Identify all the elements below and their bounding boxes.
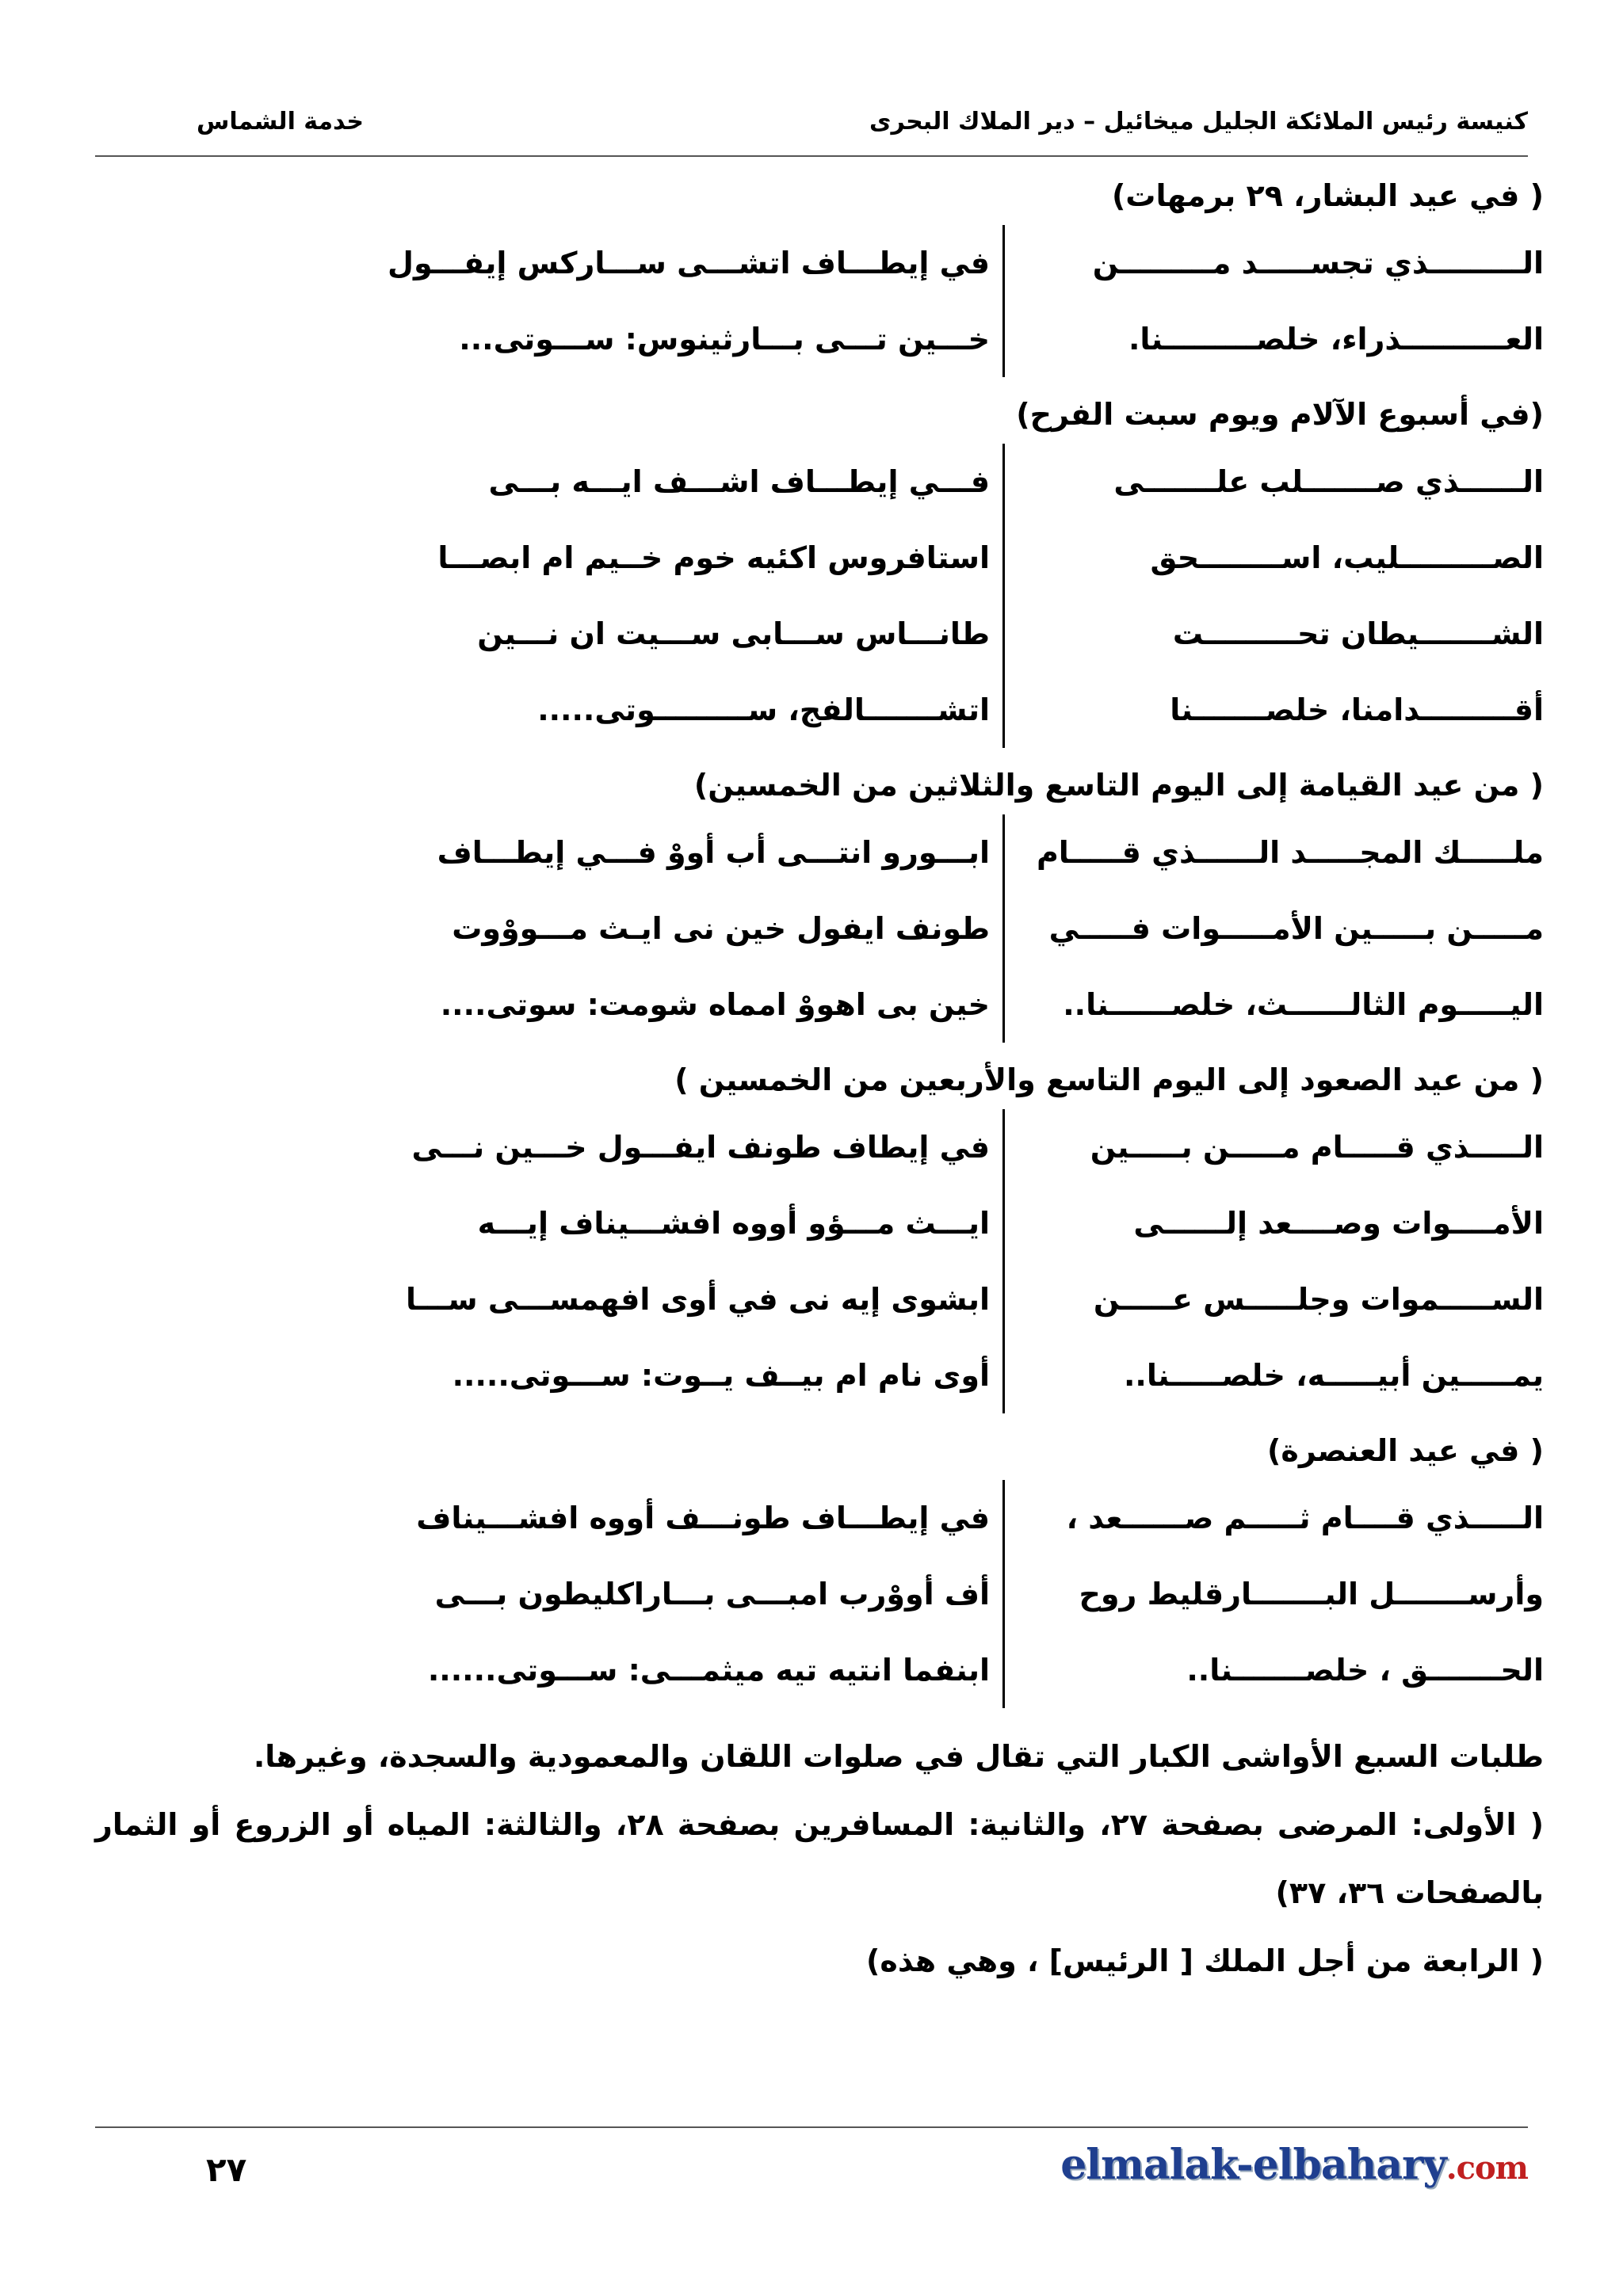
logo-main-text: elmalak-elbahary [1060, 2141, 1446, 2189]
verse-right: وأرســـــــل البـــــــارقليط روح [1079, 1577, 1544, 1611]
section-title: ( من عيد القيامة إلى اليوم التاسع والثلاثين من الخمسين) [693, 768, 1544, 803]
verse-right: الصـــــــــليب، اســــــــحق [1150, 540, 1544, 575]
verse-left: أف أووْرب امبـــى بـــاراكليطون بـــى [434, 1577, 990, 1611]
section-title: ( من عيد الصعود إلى اليوم التاسع والأربعين من الخمسين ) [674, 1062, 1544, 1097]
verse-left: ايـــث مـــؤو أووه افشـــيناف إيـــه [477, 1206, 990, 1241]
verse-left: خـــين تـــى بـــارثينوس: ســـوتى... [459, 322, 990, 357]
verse-left: في إيطاف طونف ايفـــول خـــين نـــى [411, 1130, 990, 1165]
verse-right: العــــــــــذراء، خلصـــــــــنا. [1128, 322, 1544, 357]
verse-left: استافروس اكئيه خوم خــيم ام ابصـــا [437, 540, 990, 575]
page-content [95, 173, 1544, 1995]
verse-right: الســـــموات وجلـــــس عـــــن [1093, 1282, 1544, 1317]
verse-right: يمـــــين أبيـــــه، خلصـــــنا.. [1123, 1358, 1544, 1393]
verse-right: الـــــذي قــــام ثـــــم صــــــعد ، [1066, 1501, 1544, 1535]
verse-right: اليـــــوم الثالــــــث، خلصــــــنا.. [1063, 987, 1544, 1022]
verse-right: ملـــــك المجـــــد الــــــذي قـــــام [1036, 835, 1544, 870]
church-title: كنيسة رئيس الملائكة الجليل ميخائيل – دير الملاك البحرى [869, 108, 1528, 135]
verse-right: الـــــذي قـــــام مـــــن بـــــين [1090, 1130, 1544, 1165]
verse-right: مـــــن بـــــين الأمـــــوات فـــــي [1048, 911, 1544, 946]
site-logo [1060, 2141, 1528, 2198]
header-divider [95, 155, 1528, 157]
verse-left: أوى نام ام بيــف يــوت: ســـوتى..... [452, 1358, 990, 1393]
page-number: ٢٧ [206, 2150, 247, 2189]
verse-left: اتشـــــــالفج، ســـــــــوتى..... [537, 692, 990, 727]
page-header [95, 108, 1528, 155]
verse-right: الحـــــــق ، خلصـــــــنا.. [1186, 1653, 1544, 1688]
verse-right: الـــــــــذي تجســـــد مـــــــــن [1092, 246, 1544, 280]
logo-tld-text: .com [1445, 2149, 1528, 2187]
verse-left: طانـــاس ســـابى ســـيت ان نـــين [477, 616, 990, 651]
verse-left: خين بى اهووْ امماه شومت: سوتى.... [440, 987, 990, 1022]
section-title: (في أسبوع الآلام ويوم سبت الفرح) [1016, 397, 1544, 432]
verse-table [95, 1109, 1544, 1413]
verse-left: طونف ايفول خين نى ايـث مـــووْوت [452, 911, 990, 946]
verse-left: ابنفما انتيه تيه ميثمـــى: ســـوتى...... [427, 1653, 990, 1688]
section-title: ( في عيد العنصرة) [1267, 1433, 1544, 1468]
verse-table [95, 1480, 1544, 1708]
verse-left: في إيطـــاف اتشـــى ســـاركس إيفـــول [388, 246, 990, 280]
verse-left: في إيطـــاف طونـــف أووه افشـــيناف [416, 1501, 990, 1535]
verse-left: فـــي إيطـــاف اشـــف ايـــه بـــى [488, 464, 990, 499]
paragraph: ( الرابعة من أجل الملك [ الرئيس] ، وهي هذه) [866, 1943, 1544, 1978]
section-title: ( في عيد البشار، ٢٩ برمهات) [1111, 178, 1544, 213]
service-title: خدمة الشماس [197, 108, 365, 135]
verse-table [95, 225, 1544, 377]
verse-right: أقـــــــــدامنا، خلصـــــــنا [1170, 692, 1544, 727]
verse-right: الــــــذي صـــــــلب علـــــــى [1113, 464, 1544, 499]
paragraph: طلبات السبع الأواشى الكبار التي تقال في صلوات اللقان والمعمودية والسجدة، وغيرها. [253, 1739, 1544, 1774]
footer-divider [95, 2126, 1528, 2128]
verse-table [95, 814, 1544, 1043]
verse-right: الأمــــوات وصــــعد إلــــــى [1133, 1206, 1544, 1241]
verse-left: ابـــورو انتـــى أب أووْ فـــي إيطـــاف [437, 835, 990, 870]
verse-left: ابشوى إيه نى في أوى افهمســـى ســـا [406, 1282, 990, 1317]
paragraph: ( الأولى: المرضى بصفحة ٢٧، والثانية: المسافرين بصفحة ٢٨، والثالثة: المياه أو الزروع أو الثمار بالصفحات ٣٦، ٣٧) [95, 1807, 1544, 1910]
verse-table [95, 444, 1544, 748]
verse-right: الشـــــــيطان تحـــــــــت [1172, 616, 1544, 651]
